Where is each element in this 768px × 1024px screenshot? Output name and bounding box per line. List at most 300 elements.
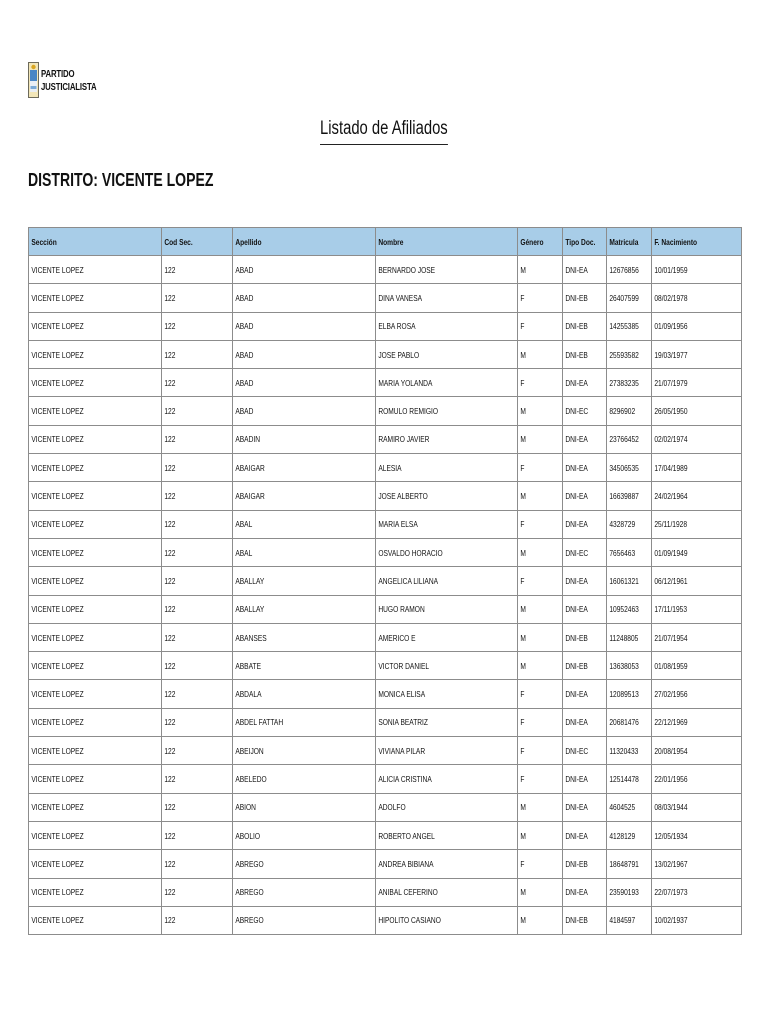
cell-value: 122 [164,519,176,530]
cell-genero [518,793,563,821]
cell-apellido [233,623,376,651]
cell-value: ABALLAY [235,604,265,615]
table-row [29,595,742,623]
table-row [29,284,742,312]
cell-value: F [520,858,525,869]
cell-tipo-doc [563,425,607,453]
table-row [29,906,742,934]
cell-f-nacimiento [652,793,742,821]
cell-value: F [520,462,525,473]
cell-value: 122 [164,887,176,898]
cell-tipo-doc [563,397,607,425]
cell-value: M [520,632,526,643]
cell-value: ABAIGAR [235,491,265,502]
cell-matricula [607,256,652,284]
cell-value: 22/01/1956 [654,773,688,784]
cell-value: ABAL [235,547,253,558]
cell-value: F [520,745,525,756]
cell-value: VICENTE LOPEZ [31,491,84,502]
cell-seccion [29,850,162,878]
cell-value: 4604525 [609,802,636,813]
cell-apellido [233,595,376,623]
table-row [29,623,742,651]
table-row [29,454,742,482]
cell-value: VICENTE LOPEZ [31,575,84,586]
cell-value: 24/02/1964 [654,491,688,502]
cell-value: VICENTE LOPEZ [31,887,84,898]
cell-f-nacimiento [652,284,742,312]
cell-matricula [607,312,652,340]
cell-value: ABAD [235,264,254,275]
cell-f-nacimiento [652,482,742,510]
cell-value: ANDREA BIBIANA [378,858,434,869]
header-row [29,228,742,256]
cell-value: VICTOR DANIEL [378,660,430,671]
cell-value: 12089513 [609,689,639,700]
cell-value: VICENTE LOPEZ [31,604,84,615]
cell-value: 17/04/1989 [654,462,688,473]
cell-matricula [607,737,652,765]
cell-tipo-doc [563,793,607,821]
cell-matricula [607,850,652,878]
district-heading: DISTRITO: VICENTE LOPEZ [28,170,214,190]
cell-value: DNI-EB [565,321,588,332]
cell-cod-sec [162,652,233,680]
cell-genero [518,680,563,708]
cell-value: BERNARDO JOSE [378,264,436,275]
cell-value: 122 [164,830,176,841]
cell-genero [518,906,563,934]
cell-value: ELBA ROSA [378,321,416,332]
cell-genero [518,425,563,453]
cell-value: F [520,377,525,388]
table-row [29,312,742,340]
cell-value: 122 [164,802,176,813]
cell-tipo-doc [563,878,607,906]
cell-value: 17/11/1953 [654,604,688,615]
cell-value: VICENTE LOPEZ [31,802,84,813]
cell-f-nacimiento [652,850,742,878]
cell-genero [518,538,563,566]
cell-value: DNI-EA [565,377,588,388]
cell-genero [518,623,563,651]
table-row [29,878,742,906]
cell-value: VICENTE LOPEZ [31,717,84,728]
cell-matricula [607,284,652,312]
cell-value: HIPOLITO CASIANO [378,915,441,926]
cell-genero [518,765,563,793]
cell-value: DNI-EC [565,406,589,417]
cell-value: 122 [164,434,176,445]
cell-matricula [607,538,652,566]
cell-apellido [233,793,376,821]
column-header-seccion [29,228,162,256]
cell-value: ABREGO [235,915,264,926]
cell-value: 08/02/1978 [654,292,688,303]
cell-apellido [233,369,376,397]
cell-value: 20681476 [609,717,639,728]
cell-apellido [233,765,376,793]
cell-seccion [29,454,162,482]
cell-nombre [376,425,518,453]
cell-value: MARIA ELSA [378,519,418,530]
cell-apellido [233,256,376,284]
cell-value: M [520,604,526,615]
cell-tipo-doc [563,680,607,708]
cell-value: M [520,406,526,417]
cell-value: JOSE ALBERTO [378,491,428,502]
cell-value: F [520,519,525,530]
cell-cod-sec [162,708,233,736]
cell-value: DNI-EA [565,462,588,473]
cell-nombre [376,850,518,878]
cell-value: M [520,802,526,813]
cell-value: ABANSES [235,632,267,643]
cell-matricula [607,878,652,906]
cell-value: ALICIA CRISTINA [378,773,432,784]
cell-genero [518,510,563,538]
party-name-line1: PARTIDO [41,69,75,80]
cell-seccion [29,623,162,651]
cell-cod-sec [162,821,233,849]
column-header-cod-sec [162,228,233,256]
cell-value: 122 [164,377,176,388]
cell-value: VICENTE LOPEZ [31,519,84,530]
cell-nombre [376,765,518,793]
cell-seccion [29,538,162,566]
cell-value: ABBATE [235,660,262,671]
cell-cod-sec [162,284,233,312]
cell-cod-sec [162,737,233,765]
cell-tipo-doc [563,482,607,510]
cell-nombre [376,256,518,284]
cell-value: DNI-EA [565,604,588,615]
cell-value: 122 [164,264,176,275]
cell-value: DNI-EA [565,519,588,530]
cell-value: 4328729 [609,519,636,530]
table-row [29,397,742,425]
cell-seccion [29,425,162,453]
cell-nombre [376,312,518,340]
column-header-label: Sección [31,236,57,247]
cell-value: JOSE PABLO [378,349,420,360]
cell-tipo-doc [563,340,607,368]
cell-genero [518,567,563,595]
column-header-label: Género [520,236,544,247]
party-emblem-icon [28,62,39,98]
cell-tipo-doc [563,623,607,651]
cell-value: VICENTE LOPEZ [31,773,84,784]
cell-nombre [376,567,518,595]
cell-seccion [29,906,162,934]
cell-seccion [29,369,162,397]
cell-value: DINA VANESA [378,292,423,303]
cell-f-nacimiento [652,595,742,623]
cell-nombre [376,652,518,680]
cell-value: DNI-EA [565,887,588,898]
cell-value: M [520,434,526,445]
cell-value: DNI-EC [565,745,589,756]
cell-f-nacimiento [652,906,742,934]
cell-value: DNI-EB [565,632,588,643]
cell-value: ABION [235,802,256,813]
cell-value: ANGELICA LILIANA [378,575,439,586]
cell-value: 11248805 [609,632,639,643]
cell-value: ABAD [235,321,254,332]
cell-f-nacimiento [652,340,742,368]
cell-f-nacimiento [652,538,742,566]
cell-nombre [376,708,518,736]
cell-value: VICENTE LOPEZ [31,292,84,303]
cell-apellido [233,680,376,708]
cell-matricula [607,680,652,708]
column-header-f-nacimiento [652,228,742,256]
cell-value: 16639887 [609,491,639,502]
cell-genero [518,454,563,482]
cell-value: VIVIANA PILAR [378,745,426,756]
table-body [29,256,742,935]
cell-apellido [233,340,376,368]
cell-value: DNI-EA [565,717,588,728]
cell-genero [518,284,563,312]
cell-genero [518,482,563,510]
cell-value: 25593582 [609,349,639,360]
cell-nombre [376,538,518,566]
cell-value: 122 [164,547,176,558]
cell-value: 4128129 [609,830,636,841]
cell-value: DNI-EA [565,802,588,813]
column-header-genero [518,228,563,256]
cell-value: VICENTE LOPEZ [31,434,84,445]
cell-value: DNI-EA [565,689,588,700]
cell-value: ABOLIO [235,830,261,841]
cell-f-nacimiento [652,652,742,680]
cell-nombre [376,397,518,425]
cell-nombre [376,793,518,821]
table-row [29,425,742,453]
cell-cod-sec [162,595,233,623]
column-header-label: Cod Sec. [164,236,193,247]
cell-value: RAMIRO JAVIER [378,434,430,445]
cell-f-nacimiento [652,397,742,425]
cell-value: M [520,830,526,841]
cell-apellido [233,312,376,340]
cell-cod-sec [162,397,233,425]
cell-cod-sec [162,454,233,482]
cell-value: DNI-EA [565,491,588,502]
cell-value: 122 [164,292,176,303]
cell-value: F [520,773,525,784]
cell-value: F [520,717,525,728]
cell-value: 122 [164,915,176,926]
cell-value: F [520,689,525,700]
cell-genero [518,652,563,680]
cell-cod-sec [162,793,233,821]
cell-value: 02/02/1974 [654,434,688,445]
cell-value: DNI-EB [565,858,588,869]
cell-value: 122 [164,491,176,502]
cell-value: HUGO RAMON [378,604,425,615]
cell-value: 20/08/1954 [654,745,688,756]
cell-apellido [233,284,376,312]
table-row [29,850,742,878]
cell-seccion [29,708,162,736]
cell-value: 22/12/1969 [654,717,688,728]
cell-value: 01/08/1959 [654,660,688,671]
cell-value: 122 [164,632,176,643]
cell-value: 4184597 [609,915,636,926]
cell-cod-sec [162,567,233,595]
table-row [29,821,742,849]
cell-value: ABREGO [235,887,264,898]
cell-value: VICENTE LOPEZ [31,349,84,360]
cell-value: SONIA BEATRIZ [378,717,428,728]
column-header-nombre [376,228,518,256]
cell-value: M [520,915,526,926]
document-title: Listado de Afiliados [320,118,448,145]
cell-cod-sec [162,878,233,906]
cell-nombre [376,680,518,708]
table-header [29,228,742,256]
cell-value: ABAIGAR [235,462,265,473]
table-row [29,708,742,736]
cell-value: 7656463 [609,547,636,558]
cell-nombre [376,595,518,623]
cell-nombre [376,821,518,849]
cell-apellido [233,425,376,453]
cell-value: DNI-EA [565,575,588,586]
cell-seccion [29,821,162,849]
cell-genero [518,595,563,623]
cell-matricula [607,454,652,482]
cell-nombre [376,340,518,368]
cell-f-nacimiento [652,454,742,482]
cell-tipo-doc [563,567,607,595]
cell-cod-sec [162,510,233,538]
cell-seccion [29,680,162,708]
cell-matricula [607,510,652,538]
cell-f-nacimiento [652,510,742,538]
cell-apellido [233,878,376,906]
cell-value: 26407599 [609,292,639,303]
column-header-label: Apellido [235,236,262,247]
cell-value: 27/02/1956 [654,689,688,700]
cell-value: 34506535 [609,462,639,473]
cell-value: 08/03/1944 [654,802,688,813]
cell-tipo-doc [563,312,607,340]
cell-value: DNI-EC [565,547,589,558]
cell-apellido [233,482,376,510]
table-row [29,340,742,368]
cell-value: 18648791 [609,858,639,869]
cell-f-nacimiento [652,821,742,849]
cell-matricula [607,595,652,623]
document-title-wrap [0,118,768,145]
cell-tipo-doc [563,821,607,849]
cell-value: 122 [164,406,176,417]
cell-value: 01/09/1956 [654,321,688,332]
cell-value: 122 [164,745,176,756]
cell-apellido [233,652,376,680]
cell-tipo-doc [563,737,607,765]
cell-value: VICENTE LOPEZ [31,689,84,700]
cell-f-nacimiento [652,708,742,736]
table-row [29,538,742,566]
cell-nombre [376,369,518,397]
cell-value: 11320433 [609,745,639,756]
cell-value: ABADIN [235,434,261,445]
cell-seccion [29,340,162,368]
cell-f-nacimiento [652,623,742,651]
cell-value: 122 [164,604,176,615]
cell-value: M [520,491,526,502]
cell-cod-sec [162,340,233,368]
cell-genero [518,340,563,368]
cell-nombre [376,482,518,510]
cell-value: 27383235 [609,377,639,388]
cell-nombre [376,510,518,538]
cell-genero [518,256,563,284]
cell-apellido [233,737,376,765]
cell-cod-sec [162,906,233,934]
cell-value: VICENTE LOPEZ [31,377,84,388]
table-row [29,737,742,765]
table-row [29,510,742,538]
cell-value: ABALLAY [235,575,265,586]
cell-apellido [233,850,376,878]
cell-matricula [607,425,652,453]
cell-seccion [29,765,162,793]
cell-value: ABAD [235,292,254,303]
table-row [29,765,742,793]
party-logo [28,62,112,98]
column-header-tipo-doc [563,228,607,256]
cell-value: DNI-EA [565,434,588,445]
cell-nombre [376,284,518,312]
cell-value: MARIA YOLANDA [378,377,433,388]
cell-apellido [233,567,376,595]
cell-genero [518,312,563,340]
cell-value: DNI-EA [565,264,588,275]
cell-value: 8296902 [609,406,636,417]
cell-value: VICENTE LOPEZ [31,660,84,671]
cell-value: ABAD [235,377,254,388]
cell-value: VICENTE LOPEZ [31,915,84,926]
cell-matricula [607,567,652,595]
cell-apellido [233,538,376,566]
cell-nombre [376,454,518,482]
members-table [28,227,742,935]
cell-value: DNI-EB [565,292,588,303]
cell-genero [518,369,563,397]
cell-nombre [376,878,518,906]
cell-cod-sec [162,312,233,340]
cell-value: ABDALA [235,689,262,700]
cell-f-nacimiento [652,765,742,793]
cell-cod-sec [162,850,233,878]
cell-value: 10/02/1937 [654,915,688,926]
cell-apellido [233,906,376,934]
cell-seccion [29,567,162,595]
cell-tipo-doc [563,906,607,934]
cell-value: 23590193 [609,887,639,898]
cell-f-nacimiento [652,256,742,284]
table-row [29,680,742,708]
cell-f-nacimiento [652,312,742,340]
cell-value: 16061321 [609,575,639,586]
cell-seccion [29,878,162,906]
cell-value: 13638053 [609,660,639,671]
